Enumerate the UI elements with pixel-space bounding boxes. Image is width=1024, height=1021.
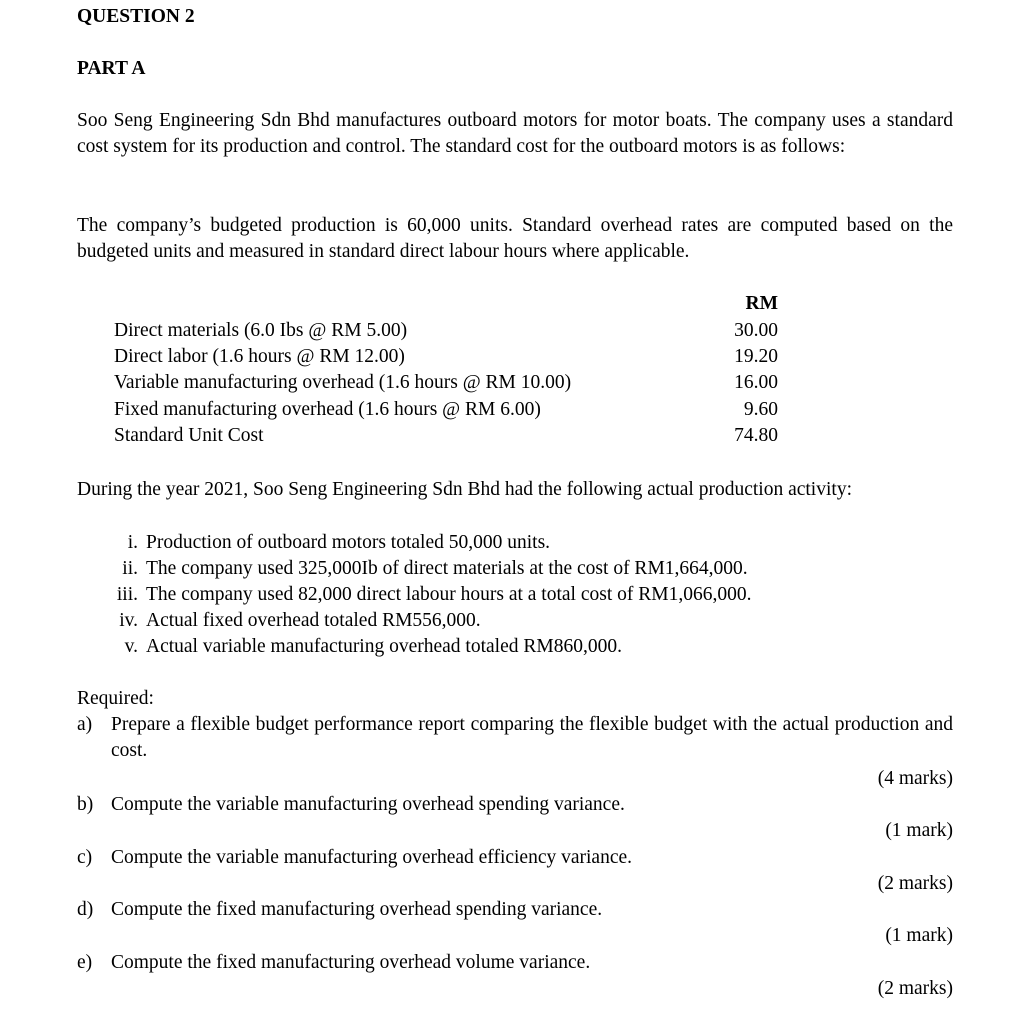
- list-numeral: i.: [127, 532, 138, 553]
- marks-a: (4 marks): [877, 768, 953, 789]
- intro-paragraph-2: The company’s budgeted production is 60,000 units. Standard overhead rates are computed based on the budgeted units and measured in standard direct labour hours where applicable.: [77, 215, 953, 262]
- list-text: Actual fixed overhead totaled RM556,000.: [146, 610, 481, 631]
- cost-row: [114, 397, 778, 423]
- required-item-label: e): [77, 952, 93, 973]
- intro-paragraph-1: Soo Seng Engineering Sdn Bhd manufactures outboard motors for motor boats. The company uses a standard cost system for its production and control. The standard cost for the outboard motors is as follows:: [77, 110, 953, 157]
- list-text: Production of outboard motors totaled 50,000 units.: [146, 532, 551, 553]
- required-label: Required:: [77, 688, 154, 709]
- cost-item: Direct materials (6.0 Ibs @ RM 5.00): [114, 320, 408, 341]
- cost-row: [114, 318, 778, 344]
- list-numeral: iii.: [116, 584, 138, 605]
- list-numeral: v.: [124, 636, 138, 657]
- cost-item: Standard Unit Cost: [114, 425, 264, 446]
- cost-amount: 9.60: [743, 399, 778, 420]
- list-numeral: iv.: [119, 610, 138, 631]
- list-text: The company used 325,000Ib of direct materials at the cost of RM1,664,000.: [146, 558, 748, 579]
- marks-c: (2 marks): [877, 873, 953, 894]
- cost-item: Variable manufacturing overhead (1.6 hours @ RM 10.00): [114, 372, 572, 393]
- cost-amount: 74.80: [734, 425, 778, 446]
- part-heading: PART A: [77, 58, 146, 79]
- marks-e: (2 marks): [877, 978, 953, 999]
- list-text: The company used 82,000 direct labour hours at a total cost of RM1,066,000.: [146, 584, 752, 605]
- cost-row: [114, 370, 778, 396]
- required-item-label: c): [77, 847, 93, 868]
- required-item-text: Compute the variable manufacturing overhead spending variance.: [111, 794, 625, 815]
- list-numeral: ii.: [122, 558, 138, 579]
- currency-header: RM: [745, 293, 778, 314]
- cost-item: Fixed manufacturing overhead (1.6 hours @ RM 6.00): [114, 399, 541, 420]
- question-heading: QUESTION 2: [77, 6, 195, 27]
- cost-amount: 30.00: [734, 320, 778, 341]
- required-item-label: d): [77, 899, 94, 920]
- activity-intro: During the year 2021, Soo Seng Engineering Sdn Bhd had the following actual production activity:: [77, 479, 852, 500]
- required-item-text: Compute the variable manufacturing overhead efficiency variance.: [111, 847, 633, 868]
- cost-amount: 16.00: [734, 372, 778, 393]
- required-item-label: a): [77, 714, 93, 735]
- required-item-text: Compute the fixed manufacturing overhead volume variance.: [111, 952, 591, 973]
- list-text: Actual variable manufacturing overhead totaled RM860,000.: [146, 636, 622, 657]
- required-item-text: Prepare a flexible budget performance report comparing the flexible budget with the actual production and cost.: [111, 714, 953, 761]
- marks-b: (1 mark): [885, 820, 953, 841]
- required-item-text: Compute the fixed manufacturing overhead spending variance.: [111, 899, 603, 920]
- required-item-label: b): [77, 794, 94, 815]
- cost-row: [114, 344, 778, 370]
- cost-item: Direct labor (1.6 hours @ RM 12.00): [114, 346, 405, 367]
- cost-amount: 19.20: [734, 346, 778, 367]
- marks-d: (1 mark): [885, 925, 953, 946]
- cost-row-total: [114, 423, 778, 449]
